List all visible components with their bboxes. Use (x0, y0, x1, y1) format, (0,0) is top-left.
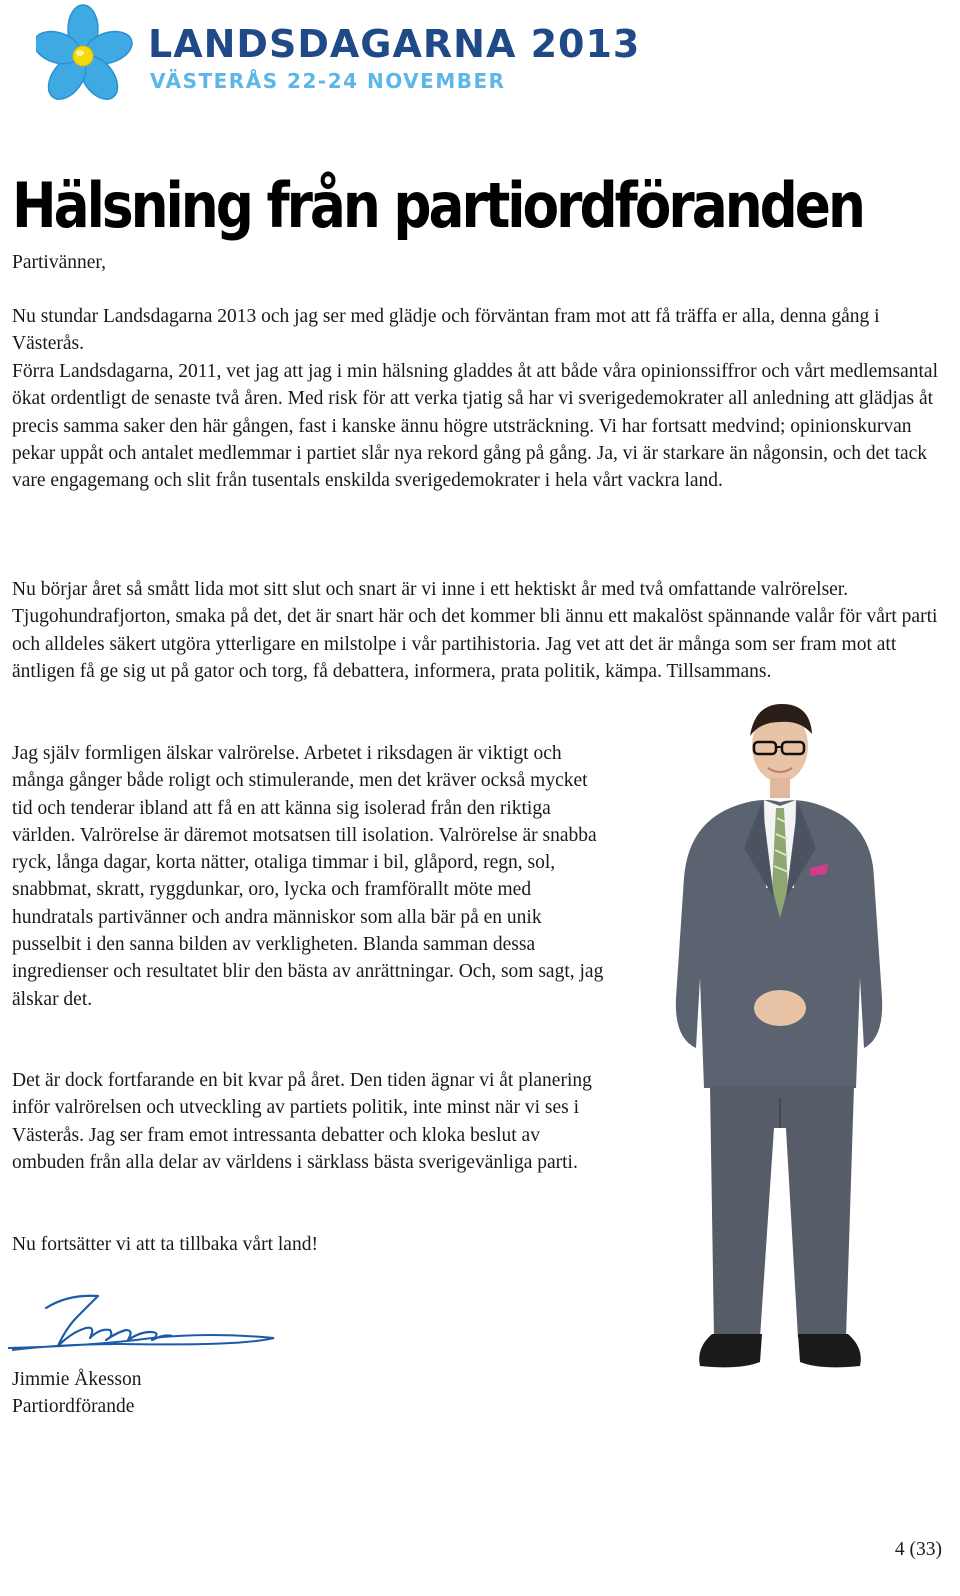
salutation: Partivänner, (12, 252, 106, 273)
page-number: 4 (33) (894, 1539, 942, 1560)
paragraph-3: Nu börjar året så smått lida mot sitt slut och snart är vi inne i ett hektiskt år med två omfattande valrörelser. Tjugohundrafjorton, smaka på det, det är snart här och det kommer bli ännu ett makalöst spännande valår för vårt parti och alldeles säkert utgöra ytterligare en milstolpe i vår partihistoria. Jag vet att det är många som ser fram mot att äntligen få ge sig ut på gator och torg, få debattera, informera, prata politik, kämpa. Tillsammans. (12, 579, 938, 682)
event-title: LANDSDAGARNA 2013 (148, 22, 641, 66)
flower-logo-icon (36, 2, 136, 102)
signer-title: Partiordförande (12, 1396, 135, 1417)
paragraph-2: Förra Landsdagarna, 2011, vet jag att jag i min hälsning gladdes åt att både våra opinionssiffror och vårt medlemsantal ökat ordentligt de senaste två åren. Med risk för att verka tjatig så har vi sverigedemokrater all anledning att glädjas åt precis samma saker den här gången, fast i kanske ännu högre utsträckning. Vi har fortsatt medvind; opinionskurvan pekar uppåt och antalet medlemmar i partiet slår nya rekord gång på gång. Ja, vi är starkare än någonsin, och det tack vare engagemang och slit från tusentals enskilda sverigedemokrater i hela vårt vackra land. (12, 361, 938, 492)
paragraph-1: Nu stundar Landsdagarna 2013 och jag ser med glädje och förväntan fram mot att få träffa er alla, denna gång i Västerås. (12, 306, 880, 355)
paragraph-4: Jag själv formligen älskar valrörelse. Arbetet i riksdagen är viktigt och många gånger både roligt och stimulerande, men det kräver också mycket tid och tenderar ibland att få en att känna sig isolerad från den riktiga världen. Valrörelse är däremot motsatsen till isolation. Valrörelse är snabba ryck, långa dagar, korta nätter, otaliga timmar i bil, glåpord, regn, sol, snabbmat, skratt, ryggdunkar, oro, lycka och framförallt möte med hundratals partivänner och andra människor som alla bär på en unik pusselbit i den sanna bilden av verkligheten. Blanda samman dessa ingredienser och resultatet blir den bästa av anrättningar. Och, som sagt, jag älskar det. (12, 743, 604, 1010)
closing-line: Nu fortsätter vi att ta tillbaka vårt land! (12, 1234, 318, 1255)
header (36, 2, 641, 102)
event-subtitle: VÄSTERÅS 22-24 NOVEMBER (150, 69, 506, 93)
chairman-photo (660, 698, 892, 1388)
signer-name: Jimmie Åkesson (12, 1369, 142, 1390)
paragraph-5: Det är dock fortfarande en bit kvar på året. Den tiden ägnar vi åt planering inför valrörelsen och utveckling av partiets politik, inte minst när vi ses i Västerås. Jag ser fram emot intressanta debatter och kloka beslut av ombuden från alla delar av världens i särklass bästa sverigevänliga parti. (12, 1070, 592, 1173)
signature (2, 1288, 282, 1360)
page-heading: Hälsning från partiordföranden (12, 169, 863, 242)
